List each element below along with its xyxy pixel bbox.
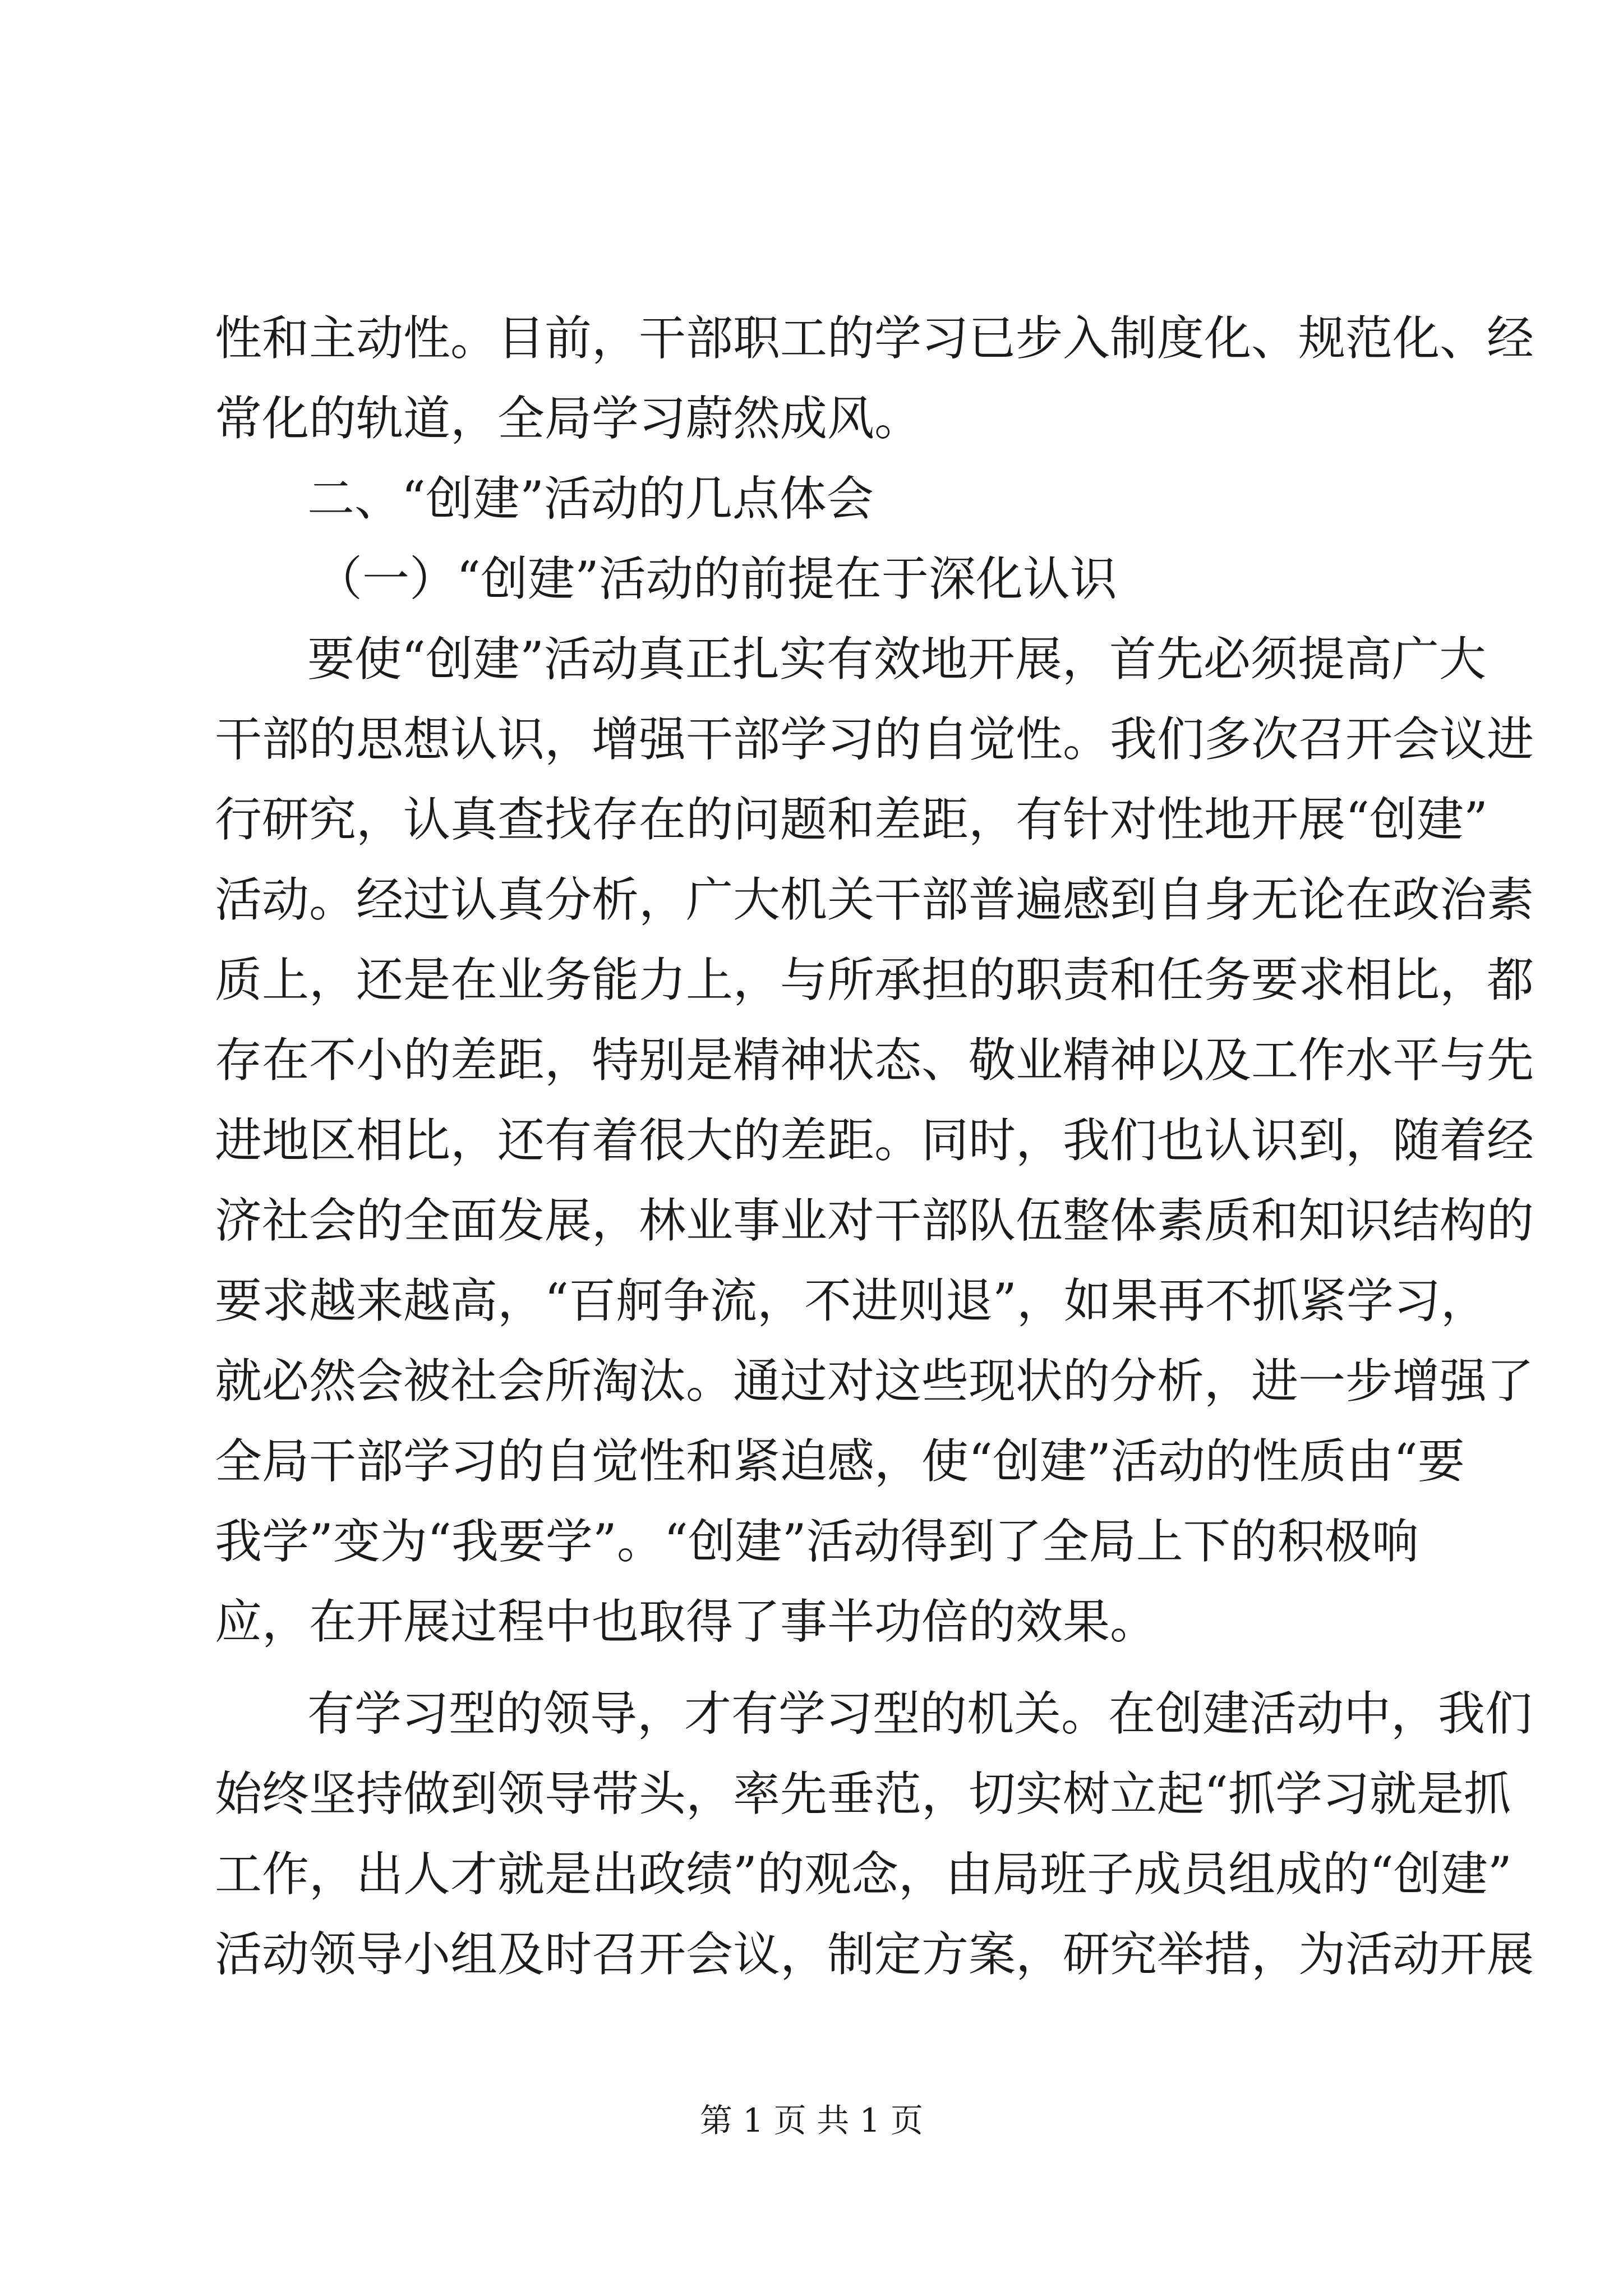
text-line: 活动领导小组及时召开会议，制定方案，研究举措，为活动开展 [215,1927,1534,1982]
text-line: 就必然会被社会所淘汰。通过对这些现状的分析，进一步增强了 [215,1354,1534,1409]
text-line: 始终坚持做到领导带头，率先垂范，切实树立起“抓学习就是抓 [215,1766,1511,1821]
text-line: 干部的思想认识，增强干部学习的自觉性。我们多次召开会议进 [215,712,1534,767]
page-footer: 第 1 页 共 1 页 [700,2101,923,2139]
text-line: 应，在开展过程中也取得了事半功倍的效果。 [215,1594,1158,1649]
subsection-heading: （一）“创建”活动的前提在于深化认识 [315,551,1117,606]
text-line: 我学”变为“我要学”。“创建”活动得到了全局上下的积极响 [215,1514,1419,1569]
text-line: 性和主动性。目前，干部职工的学习已步入制度化、规范化、经 [215,311,1534,366]
text-line: 存在不小的差距，特别是精神状态、敬业精神以及工作水平与先 [215,1033,1534,1088]
text-line: 要求越来越高，“百舸争流，不进则退”，如果再不抓紧学习， [215,1273,1488,1328]
text-line: 进地区相比，还有着很大的差距。同时，我们也认识到，随着经 [215,1113,1534,1168]
text-line: 质上，还是在业务能力上，与所承担的职责和任务要求相比，都 [215,953,1534,1007]
section-heading: 二、“创建”活动的几点体会 [307,471,874,526]
text-line: 济社会的全面发展，林业事业对干部队伍整体素质和知识结构的 [215,1193,1534,1248]
text-line: 有学习型的领导，才有学习型的机关。在创建活动中，我们 [307,1686,1533,1741]
text-line: 活动。经过认真分析，广大机关干部普遍感到自身无论在政治素 [215,872,1534,927]
text-line: 常化的轨道，全局学习蔚然成风。 [215,391,922,446]
text-line: 全局干部学习的自觉性和紧迫感，使“创建”活动的性质由“要 [215,1434,1465,1489]
text-line: 行研究，认真查找存在的问题和差距，有针对性地开展“创建” [215,792,1488,847]
text-line: 工作，出人才就是出政绩”的观念，由局班子成员组成的“创建” [215,1847,1512,1902]
text-line: 要使“创建”活动真正扎实有效地开展，首先必须提高广大 [307,632,1486,687]
